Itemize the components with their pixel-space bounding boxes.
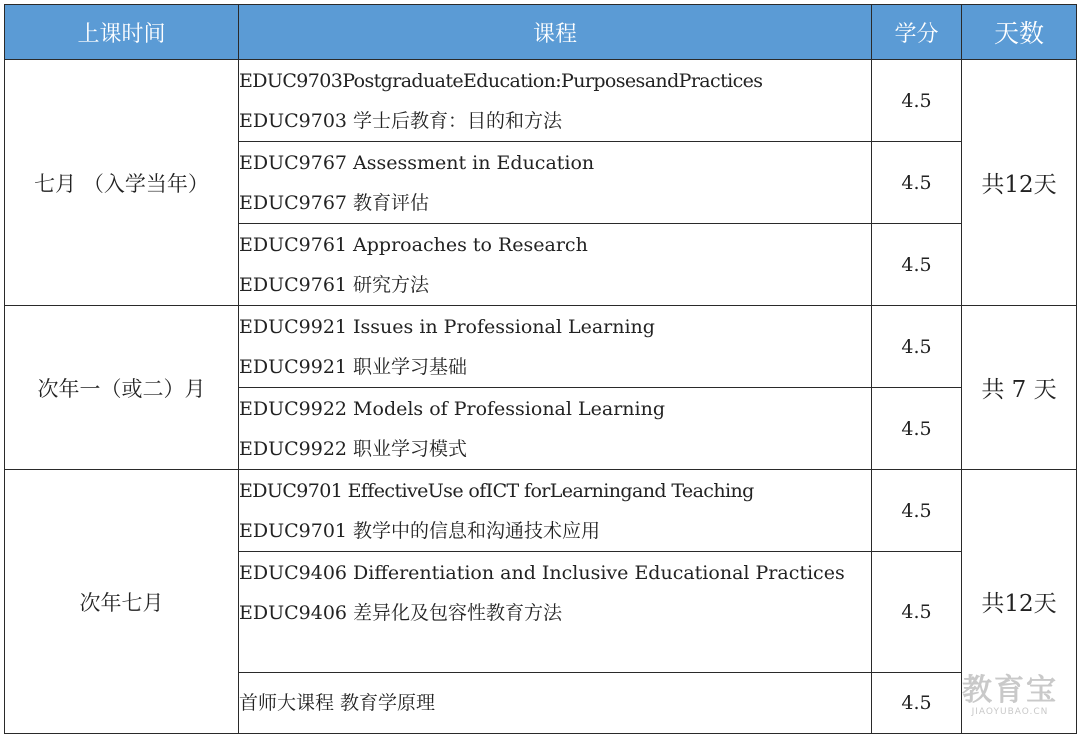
table-row [5, 60, 1077, 142]
header-row [5, 5, 1077, 60]
course-name-en: EDUC9701 EffectiveUse ofICT forLearningand Teaching [239, 480, 754, 502]
course-name-cn: EDUC9922 职业学习模式 [239, 438, 468, 460]
days-cell: 共12天 [962, 60, 1077, 306]
header-credit: 学分 [872, 5, 962, 60]
credit-cell: 4.5 [872, 306, 962, 388]
course-name-cn: EDUC9406 差异化及包容性教育方法 [239, 602, 563, 624]
course-name-cn: EDUC9921 职业学习基础 [239, 356, 468, 378]
credit-cell: 4.5 [872, 142, 962, 224]
course-cell [239, 388, 872, 470]
header-time: 上课时间 [5, 5, 239, 60]
header-days: 天数 [962, 5, 1077, 60]
course-name-cn: EDUC9767 教育评估 [239, 192, 430, 214]
days-cell: 共12天 [962, 470, 1077, 734]
credit-cell: 4.5 [872, 224, 962, 306]
header-course: 课程 [239, 5, 872, 60]
watermark-logo [962, 675, 1058, 717]
course-name-cn: EDUC9703 学士后教育：目的和方法 [239, 110, 563, 132]
course-name-en: EDUC9767 Assessment in Education [239, 152, 595, 174]
period-cell: 七月 （入学当年） [5, 60, 239, 306]
watermark-url: JIAOYUBAO.CN [971, 707, 1049, 717]
days-cell: 共 7 天 [962, 306, 1077, 470]
course-name-en: EDUC9406 Differentiation and Inclusive Educational Practices [239, 562, 845, 584]
course-cell [239, 673, 872, 734]
table-row [5, 306, 1077, 388]
course-cell [239, 470, 872, 552]
credit-cell: 4.5 [872, 470, 962, 552]
course-name-en: EDUC9922 Models of Professional Learning [239, 398, 665, 420]
course-cell [239, 224, 872, 306]
course-name-en: EDUC9703PostgraduateEducation:PurposesandPractices [239, 70, 763, 92]
credit-cell: 4.5 [872, 673, 962, 734]
course-cell [239, 60, 872, 142]
course-name-cn: 首师大课程 教育学原理 [239, 692, 436, 714]
course-name-en: EDUC9761 Approaches to Research [239, 234, 588, 256]
watermark-text: 教育宝 [962, 673, 1058, 708]
course-name-cn: EDUC9761 研究方法 [239, 274, 430, 296]
course-cell [239, 306, 872, 388]
table-row [5, 470, 1077, 552]
credit-cell: 4.5 [872, 388, 962, 470]
period-cell: 次年一（或二）月 [5, 306, 239, 470]
course-name-en: EDUC9921 Issues in Professional Learning [239, 316, 655, 338]
credit-cell: 4.5 [872, 60, 962, 142]
period-cell: 次年七月 [5, 470, 239, 734]
course-name-cn: EDUC9701 教学中的信息和沟通技术应用 [239, 520, 601, 542]
course-cell [239, 552, 872, 673]
credit-cell: 4.5 [872, 552, 962, 673]
course-cell [239, 142, 872, 224]
course-schedule-table [4, 4, 1077, 734]
